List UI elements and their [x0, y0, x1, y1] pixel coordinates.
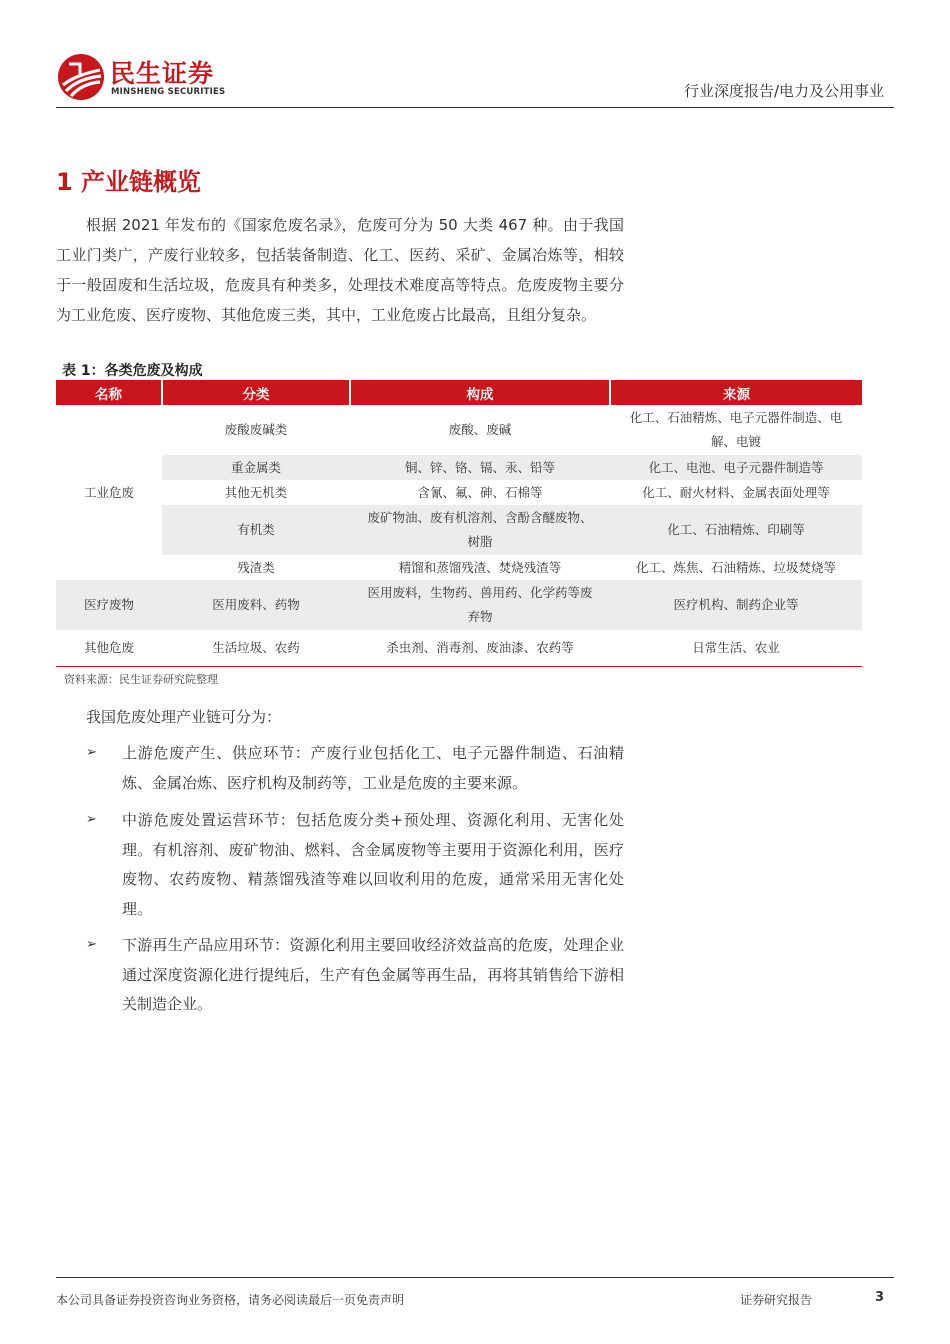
cell-source: 化工、石油精炼、电子元器件制造、电解、电镀: [629, 410, 843, 449]
cell-source: 化工、石油精炼、印刷等: [610, 505, 862, 555]
cell-source: 化工、炼焦、石油精炼、垃圾焚烧等: [635, 559, 836, 575]
table-title: 表 1：各类危废及构成: [62, 363, 203, 379]
bullet-arrow-icon: ➢: [86, 812, 97, 827]
page-number: 3: [875, 1290, 885, 1305]
cell-source: 化工、耐火材料、金属表面处理等: [642, 484, 830, 500]
cell-composition: 含氰、氟、砷、石棉等: [417, 484, 543, 500]
cell-composition: 废矿物油、废有机溶剂、含酚含醚废物、树脂: [350, 505, 610, 555]
cell-source: 化工、电池、电子元器件制造等: [610, 455, 862, 480]
chain-intro-paragraph: 我国危废处理产业链可分为：: [86, 708, 282, 726]
bullet-arrow-icon: ➢: [86, 745, 97, 760]
cell-category: 生活垃圾、农药: [162, 630, 350, 666]
group-industrial: 工业危废: [83, 484, 134, 500]
table-row: [56, 405, 862, 455]
table-source-note: 资料来源：民生证券研究院整理: [64, 673, 218, 686]
footer-disclaimer: 本公司具备证券投资咨询业务资格，请务必阅读最后一页免责声明: [56, 1293, 405, 1307]
cell-composition: 医用废料，生物药、兽用药、化学药等废弃物: [350, 580, 610, 630]
bullet-downstream: 下游再生产品应用环节：资源化利用主要回收经济效益高的危废，处理企业通过深度资源化进行提纯后，生产有色金属等再生品，再将其销售给下游相关制造企业。: [122, 936, 624, 1013]
header-composition: 构成: [350, 380, 610, 405]
cell-composition: 废酸、废碱: [448, 422, 512, 437]
cell-source: 医疗机构、制药企业等: [610, 580, 862, 630]
cell-category: 废酸废碱类: [224, 422, 288, 437]
cell-category: 医用废料、药物: [162, 580, 350, 630]
group-medical: 医疗废物: [56, 580, 162, 630]
header-name: 名称: [56, 380, 162, 405]
cell-composition: 杀虫剂、消毒剂、废油漆、农药等: [350, 630, 610, 666]
bullet-upstream: 上游危废产生、供应环节：产废行业包括化工、电子元器件制造、石油精炼、金属冶炼、医疗机构及制药等，工业是危废的主要来源。: [122, 744, 624, 792]
footer-report-type: 证券研究报告: [740, 1293, 813, 1307]
header-source: 来源: [610, 380, 862, 405]
hazardous-waste-table: [56, 380, 862, 667]
bullet-midstream: 中游危废处置运营环节：包括危废分类+预处理、资源化利用、无害化处理。有机溶剂、废矿物油、燃料、含金属废物等主要用于资源化利用，医疗废物、农药废物、精蒸馏残渣等难以回收利用的危废，通常采用无害化处理。: [122, 811, 624, 918]
group-other: 其他危废: [56, 630, 162, 666]
cell-category: 其他无机类: [224, 484, 288, 500]
cell-category: 残渣类: [237, 559, 275, 575]
brand-name-en: MINSHENG SECURITIES: [111, 87, 226, 97]
report-category: 行业深度报告/电力及公用事业: [683, 82, 884, 100]
cell-source: 日常生活、农业: [610, 630, 862, 666]
table-row: [56, 555, 862, 580]
cell-composition: 精馏和蒸馏残渣、焚烧残渣等: [398, 559, 562, 575]
table-row: [56, 505, 862, 555]
intro-paragraph: 根据 2021 年发布的《国家危废名录》，危废可分为 50 大类 467 种。由于我国工业门类广，产废行业较多，包括装备制造、化工、医药、采矿、金属冶炼等，相较于一般固废和生活垃圾，危废具有种类多，处理技术难度高等特点。危废废物主要分为工业危废、医疗废物、其他危废三类，其中，工业危废占比最高，且组分复杂。: [56, 216, 624, 324]
header-category: 分类: [162, 380, 350, 405]
header-divider: [56, 107, 894, 108]
cell-category: 有机类: [162, 505, 350, 555]
cell-composition: 铜、锌、铬、镉、汞、铅等: [350, 455, 610, 480]
bullet-arrow-icon: ➢: [86, 937, 97, 952]
table-row: [56, 480, 862, 505]
brand-name-cn: 民生证券: [110, 59, 215, 88]
brand-logo: [56, 52, 256, 102]
table-row: [56, 455, 862, 480]
table-row: [56, 630, 862, 666]
section-title: 1 产业链概览: [56, 168, 202, 196]
table-header-row: [56, 380, 862, 405]
minsheng-logo-icon: [56, 52, 106, 102]
cell-category: 重金属类: [162, 455, 350, 480]
table-row: [56, 580, 862, 630]
footer-divider: [56, 1277, 894, 1278]
